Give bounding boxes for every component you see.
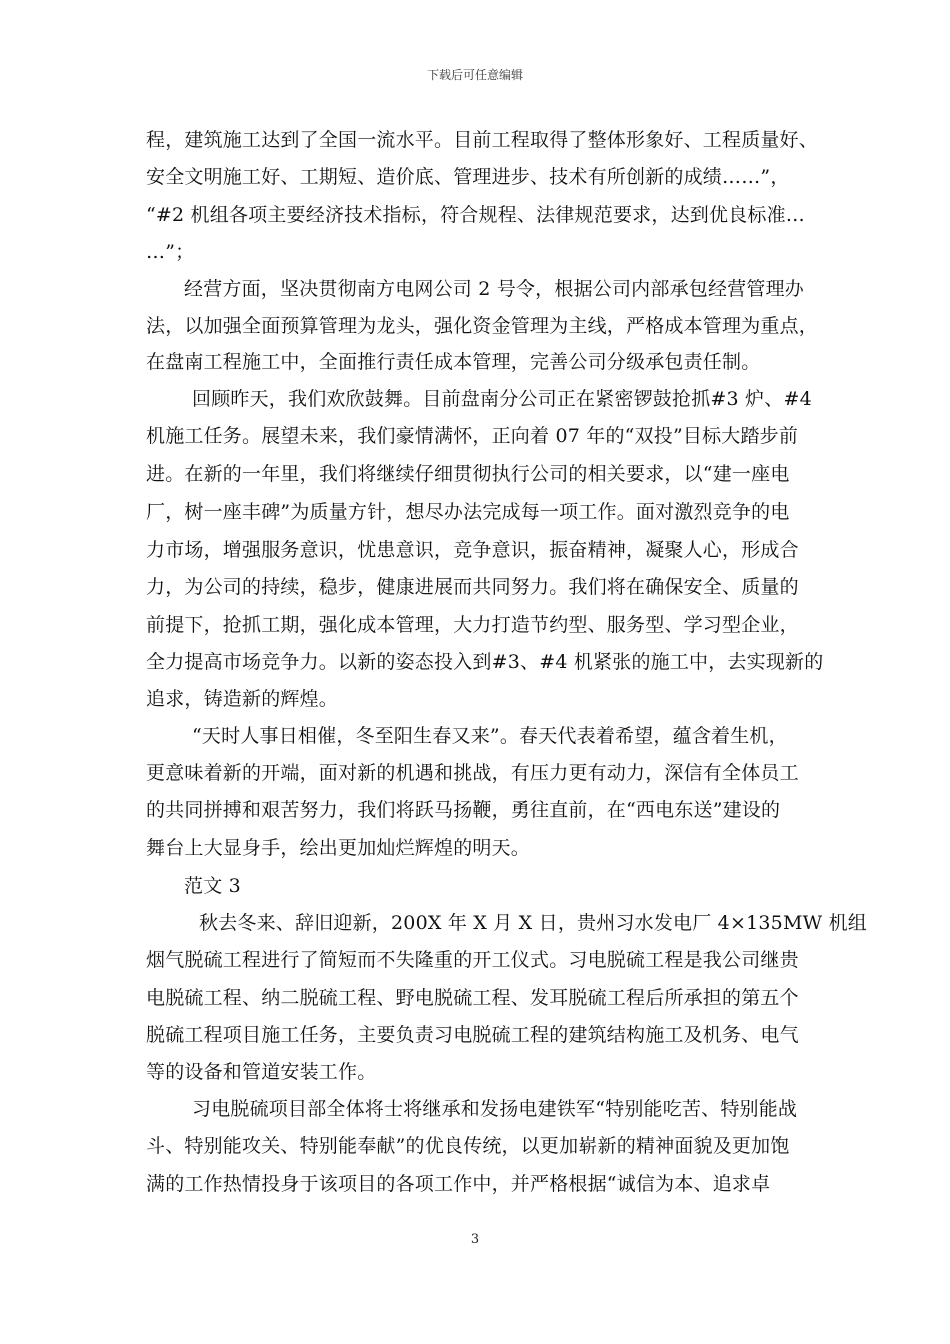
text-line: 机施工任务。展望未来，我们豪情满怀，正向着 07 年的“双投”目标大踏步前 xyxy=(146,425,799,447)
text-line: “天时人事日相催，冬至阳生春又来”。春天代表着希望，蕴含着生机， xyxy=(192,725,788,747)
text-line: 习电脱硫项目部全体将士将继承和发扬电建铁军“特别能吃苦、特别能战 xyxy=(192,1098,798,1120)
text-line: 追求，铸造新的辉煌。 xyxy=(146,688,339,710)
text-line: 安全文明施工好、工期短、造价底、管理进步、技术有所创新的成绩……”， xyxy=(146,166,790,188)
text-line: 在盘南工程施工中，全面推行责任成本管理，完善公司分级承包责任制。 xyxy=(146,351,761,373)
text-line: 秋去冬来、辞旧迎新，200X 年 X 月 X 日，贵州习水发电厂 4×135MW 机组 xyxy=(199,912,867,934)
text-line: 前提下，抢抓工期，强化成本管理，大力打造节约型、服务型、学习型企业， xyxy=(146,614,799,636)
text-line: 全力提高市场竞争力。以新的姿态投入到#3、#4 机紧张的施工中，去实现新的 xyxy=(146,651,824,673)
text-line: 回顾昨天，我们欢欣鼓舞。目前盘南分公司正在紧密锣鼓抢抓#3 炉、#4 xyxy=(192,388,812,410)
text-line: 经营方面，坚决贯彻南方电网公司 2 号令，根据公司内部承包经营管理办 xyxy=(184,278,804,300)
text-line: 力市场，增强服务意识，忧患意识，竞争意识，振奋精神，凝聚人心，形成合 xyxy=(146,539,799,561)
text-line: 斗、特别能攻关、特别能奉献”的优良传统，以更加崭新的精神面貌及更加饱 xyxy=(146,1135,790,1157)
text-line: “#2 机组各项主要经济技术指标，符合规程、法律规范要求，达到优良标准… xyxy=(146,204,805,226)
text-line: 舞台上大显身手，绘出更加灿烂辉煌的明天。 xyxy=(146,837,531,859)
text-line: 脱硫工程项目施工任务，主要负责习电脱硫工程的建筑结构施工及机务、电气 xyxy=(146,1024,799,1046)
page-number: 3 xyxy=(470,1232,480,1247)
text-line: 烟气脱硫工程进行了简短而不失隆重的开工仪式。习电脱硫工程是我公司继贵 xyxy=(146,949,799,971)
text-line: 的共同拼搏和艰苦努力，我们将跃马扬鞭，勇往直前，在“西电东送”建设的 xyxy=(146,799,781,821)
text-line: 更意味着新的开端，面对新的机遇和挑战，有压力更有动力，深信有全体员工 xyxy=(146,762,799,784)
text-line: 力，为公司的持续，稳步，健康进展而共同努力。我们将在确保安全、质量的 xyxy=(146,576,799,598)
text-line: 法，以加强全面预算管理为龙头，强化资金管理为主线，严格成本管理为重点， xyxy=(146,315,819,337)
text-line: 满的工作热情投身于该项目的各项工作中，并严格根据“诚信为本、追求卓 xyxy=(146,1173,771,1195)
section-heading: 范文 3 xyxy=(184,875,241,897)
text-line: 厂，树一座丰碑”为质量方针，想尽办法完成每一项工作。面对激烈竞争的电 xyxy=(146,501,790,523)
text-line: 电脱硫工程、纳二脱硫工程、野电脱硫工程、发耳脱硫工程后所承担的第五个 xyxy=(146,987,799,1009)
page-header: 下载后可任意编辑 xyxy=(426,68,523,82)
text-line: 进。在新的一年里，我们将继续仔细贯彻执行公司的相关要求，以“建一座电 xyxy=(146,463,790,485)
text-line: …”； xyxy=(146,241,195,263)
text-line: 等的设备和管道安装工作。 xyxy=(146,1061,377,1083)
text-line: 程，建筑施工达到了全国一流水平。目前工程取得了整体形象好、工程质量好、 xyxy=(146,129,819,151)
